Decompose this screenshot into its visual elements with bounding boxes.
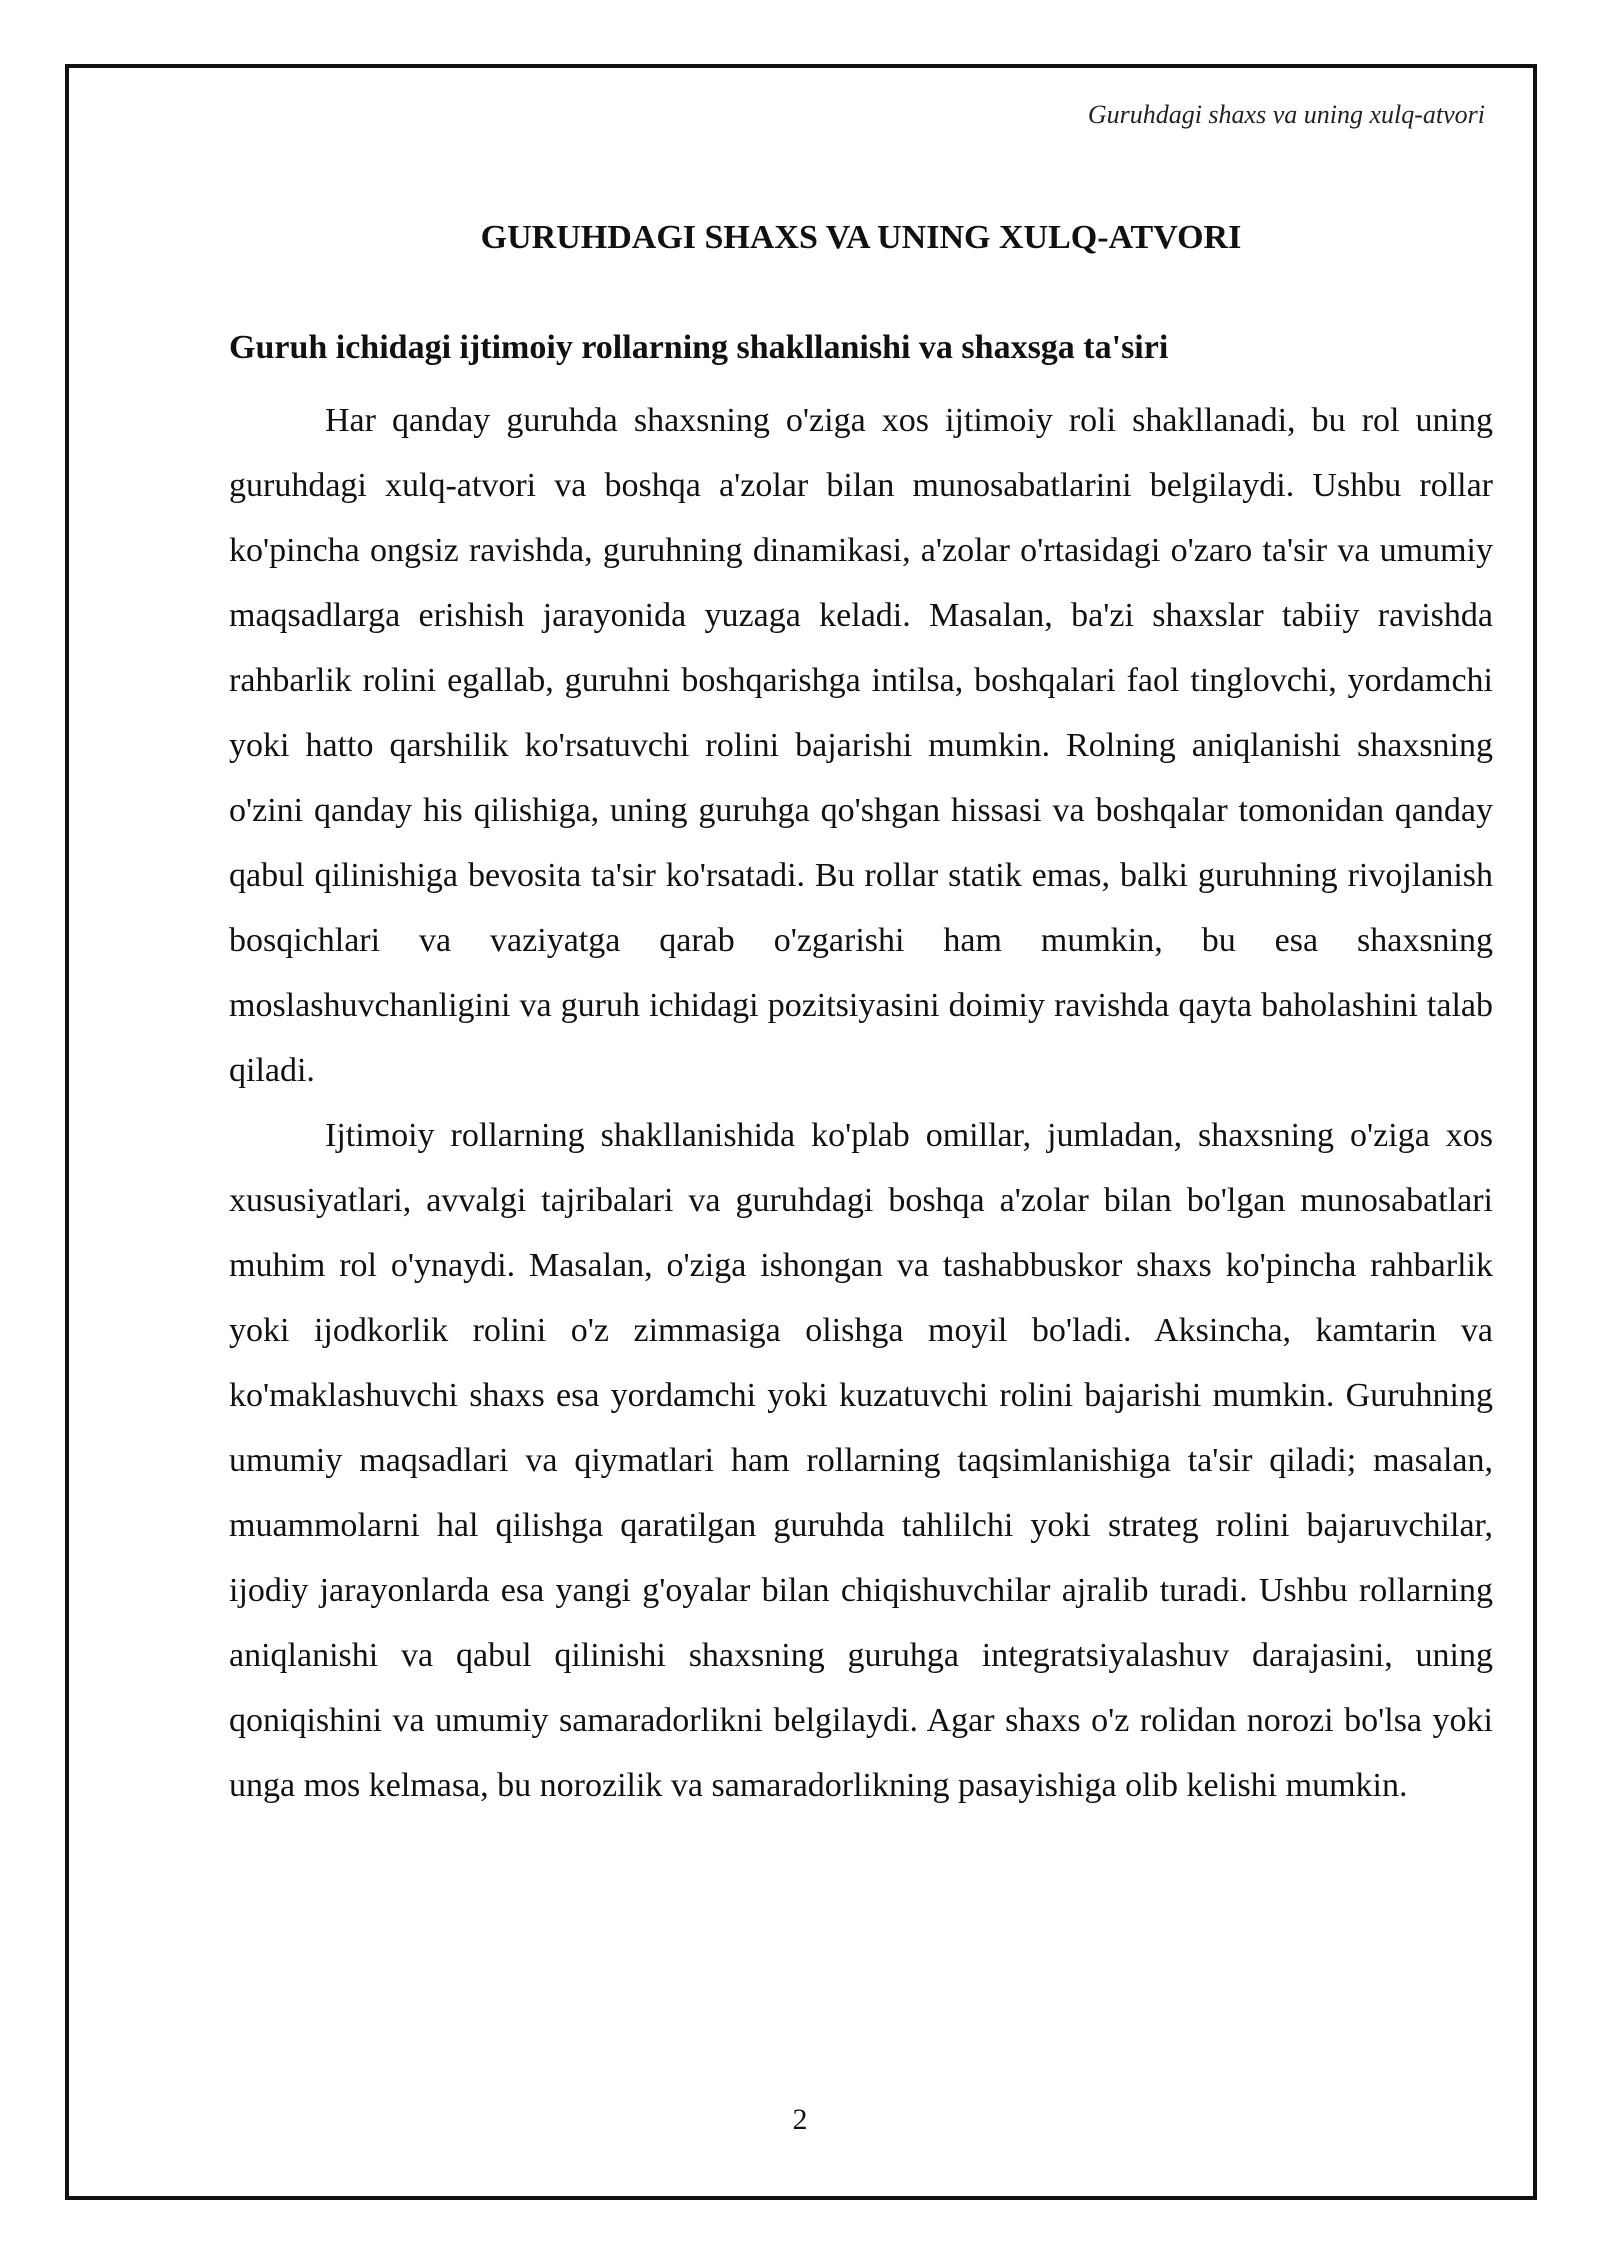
running-header: Guruhdagi shaxs va uning xulq-atvori (1087, 100, 1485, 129)
page-content (229, 208, 1493, 1818)
document-title: GURUHDAGI SHAXS VA UNING XULQ-ATVORI (480, 219, 1242, 256)
section-heading: Guruh ichidagi ijtimoiy rollarning shakllanishi va shaxsga ta'siri (229, 329, 1169, 366)
body-paragraph-1: Har qanday guruhda shaxsning o'ziga xos ijtimoiy roli shakllanadi, bu rol uning guruhdagi xulq-atvori va boshqa a'zolar bilan munosabatlarini belgilaydi. Ushbu rollar ko'pincha ongsiz ravishda, guruhning dinamikasi, a'zolar o'rtasidagi o'zaro ta'sir va umumiy maqsadlarga erishish jarayonida yuzaga keladi. Masalan, ba'zi shaxslar tabiiy ravishda rahbarlik rolini egallab, guruhni boshqarishga intilsa, boshqalari faol tinglovchi, yordamchi yoki hatto qarshilik ko'rsatuvchi rolini bajarishi mumkin. Rolning aniqlanishi shaxsning o'zini qanday his qilishiga, uning guruhga qo'shgan hissasi va boshqalar tomonidan qanday qabul qilinishiga bevosita ta'sir ko'rsatadi. Bu rollar statik emas, balki guruhning rivojlanish bosqichlari va vaziyatga qarab o'zgarishi ham mumkin, bu esa shaxsning moslashuvchanligini va guruh ichidagi pozitsiyasini doimiy ravishda qayta baholashini talab qiladi. (229, 402, 1493, 1089)
page-number: 2 (792, 2103, 808, 2136)
body-paragraph-2: Ijtimoiy rollarning shakllanishida ko'plab omillar, jumladan, shaxsning o'ziga xos xususiyatlari, avvalgi tajribalari va guruhdagi boshqa a'zolar bilan bo'lgan munosabatlari muhim rol o'ynaydi. Masalan, o'ziga ishongan va tashabbuskor shaxs ko'pincha rahbarlik yoki ijodkorlik rolini o'z zimmasiga olishga moyil bo'ladi. Aksincha, kamtarin va ko'maklashuvchi shaxs esa yordamchi yoki kuzatuvchi rolini bajarishi mumkin. Guruhning umumiy maqsadlari va qiymatlari ham rollarning taqsimlanishiga ta'sir qiladi; masalan, muammolarni hal qilishga qaratilgan guruhda tahlilchi yoki strateg rolini bajaruvchilar, ijodiy jarayonlarda esa yangi g'oyalar bilan chiqishuvchilar ajralib turadi. Ushbu rollarning aniqlanishi va qabul qilinishi shaxsning guruhga integratsiyalashuv darajasini, uning qoniqishini va umumiy samaradorlikni belgilaydi. Agar shaxs o'z rolidan norozi bo'lsa yoki unga mos kelmasa, bu norozilik va samaradorlikning pasayishiga olib kelishi mumkin. (229, 1117, 1493, 1804)
